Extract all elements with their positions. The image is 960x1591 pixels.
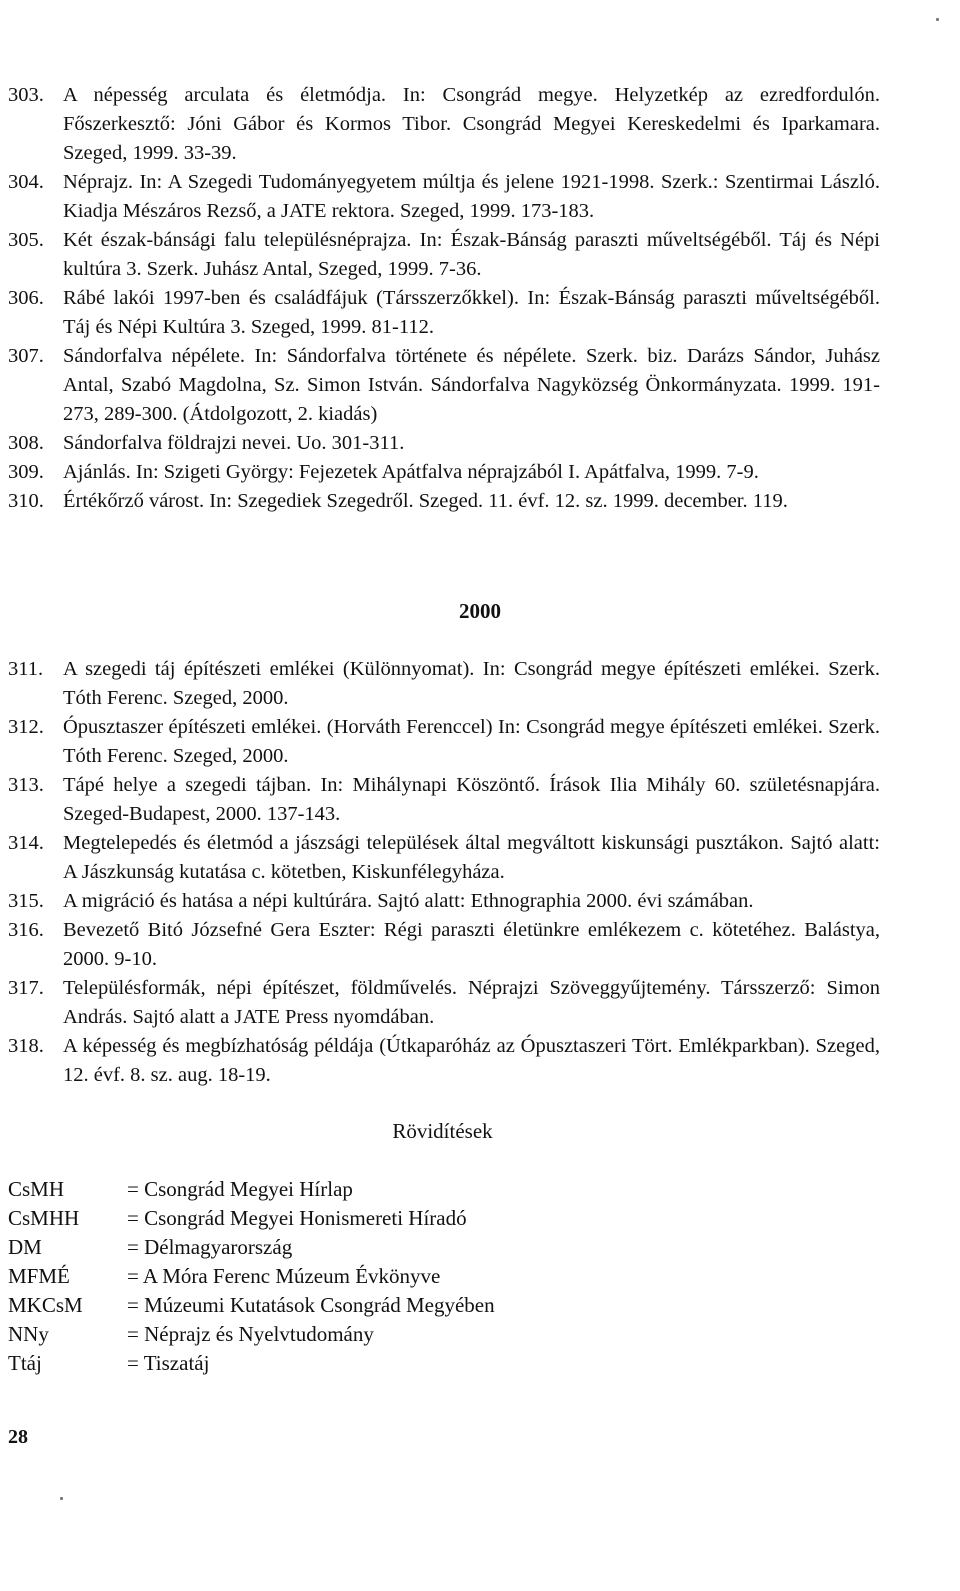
bibliography-entry — [8, 974, 880, 1032]
entry-text: Ópusztaszer építészeti emlékei. (Horváth Ferenccel) In: Csongrád megye építészeti emlékei. Szerk. Tóth Ferenc. Szeged, 2000. — [63, 716, 880, 767]
abbreviation-key: CsMH — [8, 1177, 65, 1201]
abbreviation-value: = Csongrád Megyei Hírlap — [127, 1177, 353, 1201]
entry-number: 317. — [8, 977, 44, 999]
bibliography-entry — [8, 81, 880, 168]
entry-number: 310. — [8, 490, 44, 512]
bibliography-entry — [8, 342, 880, 429]
abbreviation-row — [8, 1175, 708, 1204]
entry-text: Sándorfalva földrajzi nevei. Uo. 301-311. — [63, 432, 405, 454]
entry-text: Néprajz. In: A Szegedi Tudományegyetem múltja és jelene 1921-1998. Szerk.: Szentirmai László. Kiadja Mészáros Rezső, a JATE rektora. Szeged, 1999. 173-183. — [63, 171, 880, 222]
entry-text: A népesség arculata és életmódja. In: Csongrád megye. Helyzetkép az ezredfordulón. Főszerkesztő: Jóni Gábor és Kormos Tibor. Csongrád Megyei Kereskedelmi és Iparkamara. Szeged, 1999. 33-39. — [63, 84, 880, 164]
entry-number: 307. — [8, 345, 44, 367]
abbreviation-row — [8, 1262, 708, 1291]
entry-number: 306. — [8, 287, 44, 309]
bibliography-entry — [8, 458, 880, 487]
bibliography-entry — [8, 916, 880, 974]
entry-number: 316. — [8, 919, 44, 941]
abbreviation-key: NNy — [8, 1322, 49, 1346]
bibliography-entry — [8, 771, 880, 829]
abbreviations-list — [8, 1175, 708, 1378]
abbreviation-key: MKCsM — [8, 1293, 83, 1317]
abbreviation-key: CsMHH — [8, 1206, 80, 1230]
year-heading: 2000 — [459, 599, 501, 623]
entry-text: Tápé helye a szegedi tájban. In: Mihálynapi Köszöntő. Írások Ilia Mihály 60. születésnapjára. Szeged-Budapest, 2000. 137-143. — [63, 774, 880, 825]
abbreviation-row — [8, 1291, 708, 1320]
abbreviation-row — [8, 1204, 708, 1233]
entry-number: 311. — [8, 658, 44, 680]
bibliography-entry — [8, 655, 880, 713]
bibliography-entry — [8, 713, 880, 771]
abbreviation-value: = Múzeumi Kutatások Csongrád Megyében — [127, 1293, 495, 1317]
scan-speck — [936, 18, 939, 21]
entry-number: 309. — [8, 461, 44, 483]
bibliography-entry — [8, 429, 880, 458]
bibliography-entry — [8, 1032, 880, 1090]
bibliography-entry — [8, 284, 880, 342]
abbreviation-row — [8, 1233, 708, 1262]
entry-text: Megtelepedés és életmód a jászsági települések által megváltott kiskunsági pusztákon. Sajtó alatt: A Jászkunság kutatása c. kötetben, Kiskunfélegyháza. — [63, 832, 880, 883]
entry-text: A szegedi táj építészeti emlékei (Különnyomat). In: Csongrád megye építészeti emlékei. Szerk. Tóth Ferenc. Szeged, 2000. — [63, 658, 880, 709]
entry-text: Ajánlás. In: Szigeti György: Fejezetek Apátfalva néprajzából I. Apátfalva, 1999. 7-9. — [63, 461, 759, 483]
abbreviation-value: = A Móra Ferenc Múzeum Évkönyve — [127, 1264, 441, 1288]
abbreviation-row — [8, 1349, 708, 1378]
entry-number: 308. — [8, 432, 44, 454]
abbreviation-value: = Csongrád Megyei Honismereti Híradó — [127, 1206, 467, 1230]
entry-number: 304. — [8, 171, 44, 193]
entry-number: 312. — [8, 716, 44, 738]
page-number: 28 — [8, 1426, 28, 1448]
bibliography-entry — [8, 887, 880, 916]
scan-speck — [60, 1497, 63, 1500]
entry-text: A migráció és hatása a népi kultúrára. Sajtó alatt: Ethnographia 2000. évi számában. — [63, 890, 754, 912]
bibliography-entry — [8, 829, 880, 887]
abbreviation-key: DM — [8, 1235, 42, 1259]
entry-text: Településformák, népi építészet, földművelés. Néprajzi Szöveggyűjtemény. Társszerző: Simon András. Sajtó alatt a JATE Press nyomdában. — [63, 977, 880, 1028]
entry-text: Rábé lakói 1997-ben és családfájuk (Társszerzőkkel). In: Észak-Bánság paraszti műveltségéből. Táj és Népi Kultúra 3. Szeged, 1999. 81-112. — [63, 287, 880, 338]
abbreviations-heading: Rövidítések — [392, 1119, 493, 1143]
entry-number: 303. — [8, 84, 44, 106]
entry-number: 318. — [8, 1035, 44, 1057]
abbreviation-value: = Néprajz és Nyelvtudomány — [127, 1322, 374, 1346]
entry-text: Két észak-bánsági falu településnéprajza. In: Észak-Bánság paraszti műveltségéből. Táj és Népi kultúra 3. Szerk. Juhász Antal, Szeged, 1999. 7-36. — [63, 229, 880, 280]
bibliography-2000 — [8, 655, 880, 1090]
abbreviation-row — [8, 1320, 708, 1349]
entry-text: A képesség és megbízhatóság példája (Útkaparóház az Ópusztaszeri Tört. Emlékparkban). Szeged, 12. évf. 8. sz. aug. 18-19. — [63, 1035, 880, 1086]
abbreviation-key: Ttáj — [8, 1351, 42, 1375]
entry-text: Sándorfalva népélete. In: Sándorfalva története és népélete. Szerk. biz. Darázs Sándor, Juhász Antal, Szabó Magdolna, Sz. Simon István. Sándorfalva Nagyközség Önkormányzata. 1999. 191-273, 289-300. (Átdolgozott, 2. kiadás) — [63, 345, 880, 425]
entry-number: 315. — [8, 890, 44, 912]
abbreviation-value: = Tiszatáj — [127, 1351, 210, 1375]
entry-number: 305. — [8, 229, 44, 251]
abbreviation-key: MFMÉ — [8, 1264, 70, 1288]
entry-number: 313. — [8, 774, 44, 796]
bibliography-entry — [8, 487, 880, 516]
bibliography-entry — [8, 226, 880, 284]
entry-number: 314. — [8, 832, 44, 854]
bibliography-1999 — [8, 81, 880, 516]
abbreviation-value: = Délmagyarország — [127, 1235, 293, 1259]
bibliography-entry — [8, 168, 880, 226]
entry-text: Bevezető Bitó Józsefné Gera Eszter: Régi paraszti életünkre emlékezem c. kötetéhez. Balástya, 2000. 9-10. — [63, 919, 880, 970]
entry-text: Értékőrző várost. In: Szegediek Szegedről. Szeged. 11. évf. 12. sz. 1999. december. 119. — [63, 490, 788, 512]
